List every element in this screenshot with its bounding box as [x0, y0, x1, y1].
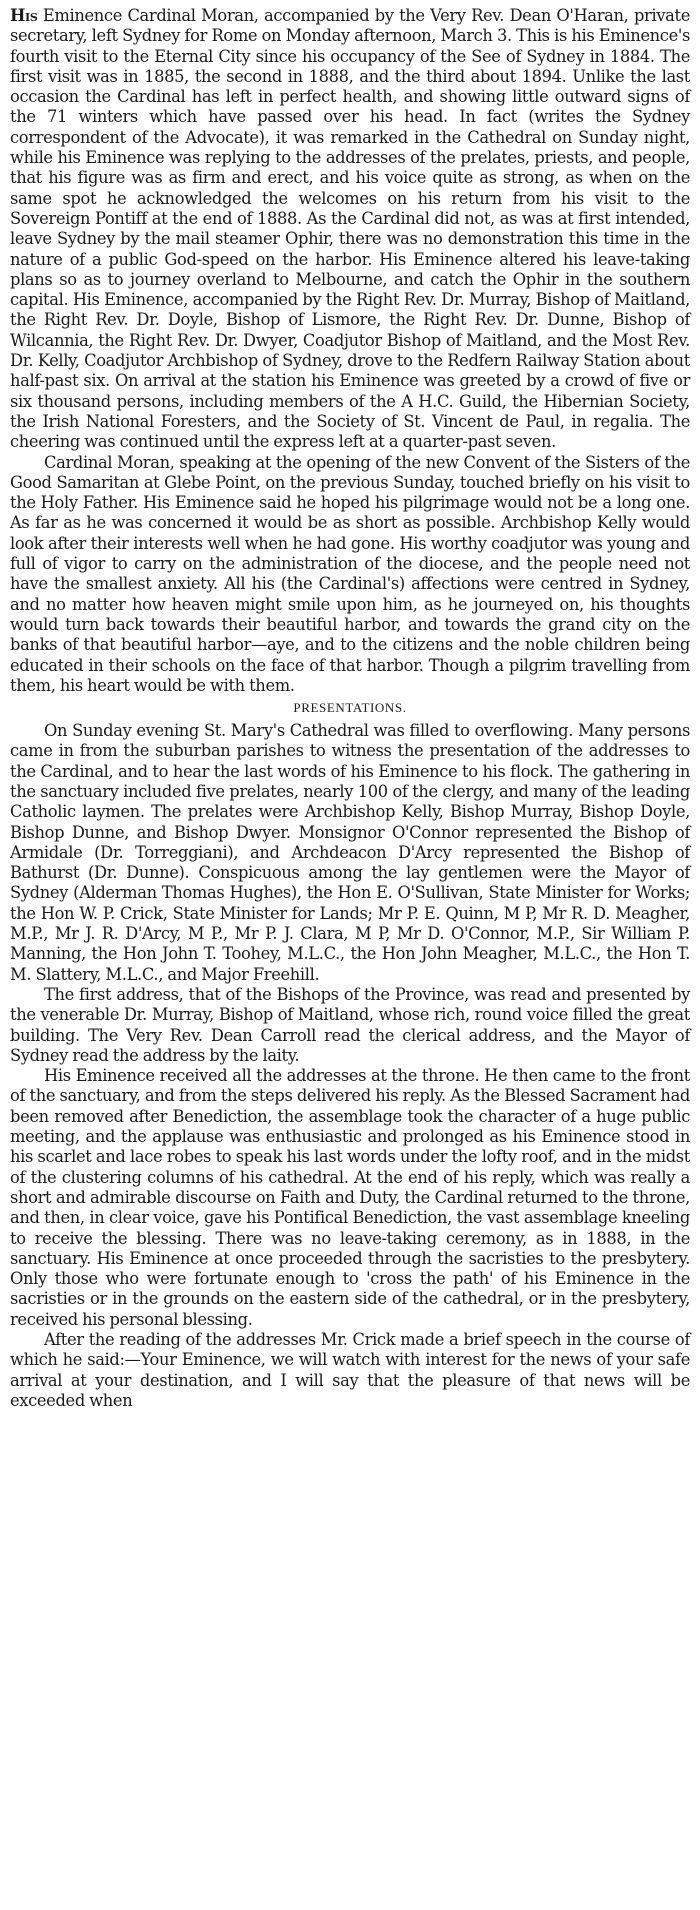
- section-paragraph-3: His Eminence received all the addresses at the throne. He then came to the front of the sanctuary, and from the steps delivered his reply. As the Blessed Sacrament had been removed after Benediction, the assemblage took the character of a huge public meeting, and the applause was enthusiastic and prolonged as his Eminence stood in his scarlet and lace robes to speak his last words under the lofty roof, and in the midst of the clustering columns of his cathedral. At the end of his reply, which was really a short and admirable discourse on Faith and Duty, the Cardinal returned to the throne, and then, in clear voice, gave his Pontifical Benediction, the vast assemblage kneeling to receive the blessing. There was no leave-taking ceremony, as in 1888, in the sanctuary. His Eminence at once proceeded through the sacristies to the presbytery. Only those who were fortunate enough to 'cross the path' of his Eminence in the sacristies or in the grounds on the eastern side of the cathedral, or in the presbytery, received his personal blessing.: [10, 1066, 690, 1329]
- section-paragraph-4: After the reading of the addresses Mr. Crick made a brief speech in the course of which he said:—Your Eminence, we will watch with interest for the news of your safe arrival at your destination, and I will say that the pleasure of that news will be exceeded when: [10, 1330, 690, 1410]
- article-paragraph-2: Cardinal Moran, speaking at the opening of the new Convent of the Sisters of the Good Samaritan at Glebe Point, on the previous Sunday, touched briefly on his visit to the Holy Father. His Eminence said he hoped his pilgrimage would not be a long one. As far as he was concerned it would be as short as possible. Archbishop Kelly would look after their interests well when he had gone. His worthy coadjutor was young and full of vigor to carry on the administration of the diocese, and the people need not have the smallest anxiety. All his (the Cardinal's) affections were centred in Sydney, and no matter how heaven might smile upon him, as he journeyed on, his thoughts would turn back towards their beautiful harbor, and towards the grand city on the banks of that beautiful harbor—aye, and to the citizens and the noble children being educated in their schools on the face of that harbor. Though a pilgrim travelling from them, his heart would be with them.: [10, 452, 690, 695]
- section-paragraph-2: The first address, that of the Bishops of the Province, was read and presented by the venerable Dr. Murray, Bishop of Maitland, whose rich, round voice filled the great building. The Very Rev. Dean Carroll read the clerical address, and the Mayor of Sydney read the address by the laity.: [10, 984, 690, 1065]
- section-heading: PRESENTATIONS.: [293, 700, 407, 716]
- section-paragraph-1: On Sunday evening St. Mary's Cathedral was filled to overflowing. Many persons came in from the suburban parishes to witness the presentation of the addresses to the Cardinal, and to hear the last words of his Eminence to his flock. The gathering in the sanctuary included five prelates, nearly 100 of the clergy, and many of the leading Catholic laymen. The prelates were Archbishop Kelly, Bishop Murray, Bishop Doyle, Bishop Dunne, and Bishop Dwyer. Monsignor O'Connor represented the Bishop of Armidale (Dr. Torreggiani), and Archdeacon D'Arcy represented the Bishop of Bathurst (Dr. Dunne). Conspicuous among the lay gentlemen were the Mayor of Sydney (Alderman Thomas Hughes), the Hon E. O'Sullivan, State Minister for Works; the Hon W. P. Crick, State Minister for Lands; Mr P. E. Quinn, M P, Mr R. D. Meagher, M.P., Mr J. R. D'Arcy, M P., Mr P. J. Clara, M P, Mr D. O'Connor, M.P., Sir William P. Manning, the Hon John T. Toohey, M.L.C., the Hon John Meagher, M.L.C., the Hon T. M. Slattery, M.L.C., and Major Freehill.: [10, 721, 690, 984]
- lead-word: His: [10, 6, 38, 25]
- paragraph-text: Eminence Cardinal Moran, accompanied by the Very Rev. Dean O'Haran, private secretary, left Sydney for Rome on Monday afternoon, March 3. This is his Eminence's fourth visit to the Eternal City since his occupancy of the See of Sydney in 1884. The first visit was in 1885, the second in 1888, and the third about 1894. Unlike the last occasion the Cardinal has left in perfect health, and showing little outward signs of the 71 winters which have passed over his head. In fact (writes the Sydney correspondent of the Advocate), it was remarked in the Cathedral on Sunday night, while his Eminence was replying to the addresses of the prelates, priests, and people, that his figure was as firm and erect, and his voice quite as strong, as when on the same spot he acknowledged the welcomes on his return from his visit to the Sovereign Pontiff at the end of 1888. As the Cardinal did not, as was at first intended, leave Sydney by the mail steamer Ophir, there was no demonstration this time in the nature of a public God-speed on the harbor. His Eminence altered his leave-taking plans so as to journey overland to Melbourne, and catch the Ophir in the southern capital. His Eminence, accompanied by the Right Rev. Dr. Murray, Bishop of Maitland, the Right Rev. Dr. Doyle, Bishop of Lismore, the Right Rev. Dr. Dunne, Bishop of Wilcannia, the Right Rev. Dr. Dwyer, Coadjutor Bishop of Maitland, and the Most Rev. Dr. Kelly, Coadjutor Archbishop of Sydney, drove to the Redfern Railway Station about half-past six. On arrival at the station his Eminence was greeted by a crowd of five or six thousand persons, including members of the A H.C. Guild, the Hibernian Society, the Irish National Foresters, and the Society of St. Vincent de Paul, in regalia. The cheering was continued until the express left at a quarter-past seven.: [10, 6, 690, 452]
- article-paragraph-1: [10, 6, 690, 453]
